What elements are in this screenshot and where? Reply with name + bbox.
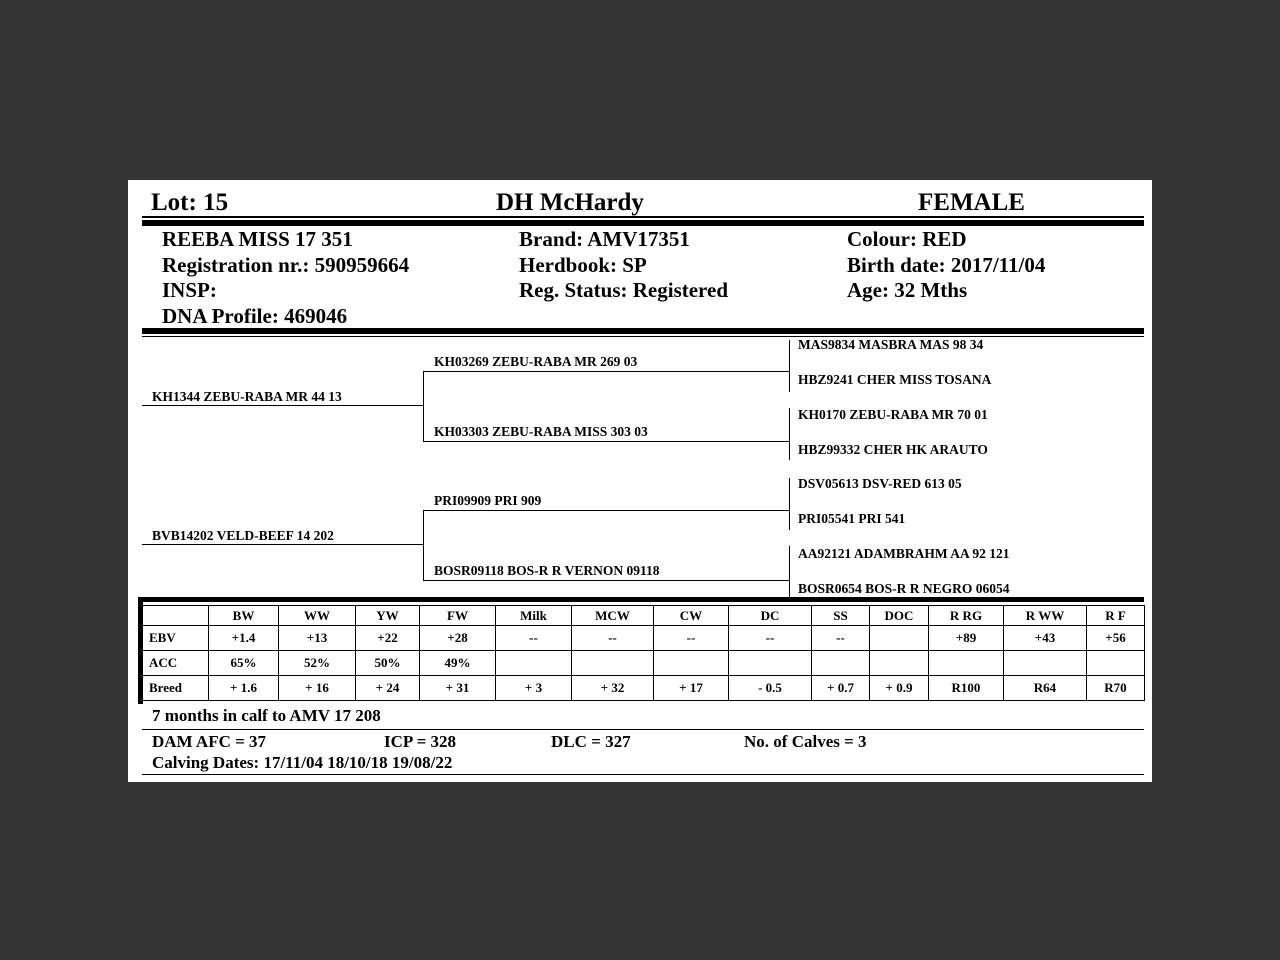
table-cell: -- (729, 626, 812, 651)
sire-sire-line (423, 371, 789, 372)
table-cell: -- (496, 626, 572, 651)
footer-rule (142, 729, 1144, 730)
table-cell: +43 (1004, 626, 1087, 651)
dam-afc: DAM AFC = 37 (152, 732, 267, 751)
table-cell: 65% (209, 651, 279, 676)
ebv-row (143, 626, 1145, 651)
row-label: Breed (143, 676, 209, 701)
calving-dates: Calving Dates: 17/11/04 18/10/18 19/08/22 (152, 753, 453, 772)
table-cell: +1.4 (209, 626, 279, 651)
table-cell: + 16 (279, 676, 356, 701)
table-cell: R64 (1004, 676, 1087, 701)
table-cell: -- (572, 626, 654, 651)
info-rule-thick (142, 328, 1144, 334)
animal-name: REEBA MISS 17 351 (162, 227, 353, 251)
table-cell: + 3 (496, 676, 572, 701)
pedigree-dam-sire: PRI09909 PRI 909 (434, 493, 542, 508)
pedigree-ggp-7: AA92121 ADAMBRAHM AA 92 121 (798, 546, 1010, 561)
pedigree-dam-dam: BOSR09118 BOS-R R VERNON 09118 (434, 563, 660, 578)
acc-row (143, 651, 1145, 676)
calf-note: 7 months in calf to AMV 17 208 (152, 706, 381, 725)
dlc: DLC = 327 (551, 732, 631, 751)
calf-count: No. of Calves = 3 (744, 732, 867, 751)
insp-field: INSP: (162, 278, 217, 302)
header-cell: MCW (572, 606, 654, 626)
table-cell (929, 651, 1004, 676)
dam-line (142, 544, 423, 545)
table-cell: +89 (929, 626, 1004, 651)
table-cell (572, 651, 654, 676)
header-cell: WW (279, 606, 356, 626)
header-cell: YW (356, 606, 420, 626)
ggp-bracket-1 (789, 340, 790, 392)
lot-card (128, 180, 1152, 782)
registration-number: Registration nr.: 590959664 (162, 253, 410, 277)
table-cell: - 0.5 (729, 676, 812, 701)
pedigree-ggp-3: KH0170 ZEBU-RABA MR 70 01 (798, 407, 988, 422)
table-cell (1004, 651, 1087, 676)
pedigree-ggp-1: MAS9834 MASBRA MAS 98 34 (798, 337, 984, 352)
pedigree-ggp-6: PRI05541 PRI 541 (798, 511, 906, 526)
header-rule-thick (142, 220, 1144, 226)
table-cell: +28 (420, 626, 496, 651)
table-cell: 50% (356, 651, 420, 676)
sex-label: FEMALE (918, 189, 1025, 216)
footer-bottom-rule (142, 774, 1144, 775)
table-cell: + 31 (420, 676, 496, 701)
pedigree-ggp-5: DSV05613 DSV-RED 613 05 (798, 476, 962, 491)
ggp-bracket-2 (789, 408, 790, 460)
info-rule-thin (142, 336, 1144, 337)
header-cell: R WW (1004, 606, 1087, 626)
dam-bracket (423, 510, 424, 580)
table-cell: 52% (279, 651, 356, 676)
pedigree-sire-dam: KH03303 ZEBU-RABA MISS 303 03 (434, 424, 648, 439)
table-cell (654, 651, 729, 676)
breeder-name: DH McHardy (496, 189, 644, 216)
header-cell: BW (209, 606, 279, 626)
table-cell: R70 (1087, 676, 1145, 701)
table-cell (1087, 651, 1145, 676)
icp: ICP = 328 (384, 732, 457, 751)
dam-dam-line (423, 580, 789, 581)
ebv-table (142, 605, 1145, 701)
table-cell (870, 626, 929, 651)
ggp-bracket-4 (789, 546, 790, 598)
sire-dam-line (423, 441, 789, 442)
ebv-header-row (143, 606, 1145, 626)
brand: Brand: AMV17351 (519, 227, 690, 251)
header-cell: CW (654, 606, 729, 626)
table-cell (870, 651, 929, 676)
birth-date: Birth date: 2017/11/04 (847, 253, 1046, 277)
pedigree-ggp-4: HBZ99332 CHER HK ARAUTO (798, 442, 988, 457)
table-rule-thick (138, 597, 1144, 602)
herdbook: Herdbook: SP (519, 253, 647, 277)
header-cell (143, 606, 209, 626)
header-cell: R RG (929, 606, 1004, 626)
dam-sire-line (423, 510, 789, 511)
breed-row (143, 676, 1145, 701)
sire-bracket (423, 371, 424, 441)
row-label: EBV (143, 626, 209, 651)
reg-status: Reg. Status: Registered (519, 278, 728, 302)
table-cell: + 1.6 (209, 676, 279, 701)
table-cell (812, 651, 870, 676)
header-cell: FW (420, 606, 496, 626)
pedigree-sire-sire: KH03269 ZEBU-RABA MR 269 03 (434, 354, 638, 369)
table-cell: R100 (929, 676, 1004, 701)
header-cell: Milk (496, 606, 572, 626)
header-rule-thin (142, 216, 1144, 218)
colour: Colour: RED (847, 227, 967, 251)
table-cell: +22 (356, 626, 420, 651)
table-cell: -- (812, 626, 870, 651)
table-cell (729, 651, 812, 676)
header-cell: R F (1087, 606, 1145, 626)
header-cell: SS (812, 606, 870, 626)
table-cell: + 17 (654, 676, 729, 701)
header-cell: DC (729, 606, 812, 626)
table-cell: +13 (279, 626, 356, 651)
table-cell (496, 651, 572, 676)
ggp-bracket-3 (789, 478, 790, 530)
table-cell: 49% (420, 651, 496, 676)
table-cell: +56 (1087, 626, 1145, 651)
table-cell: + 24 (356, 676, 420, 701)
lot-number: Lot: 15 (151, 189, 229, 216)
sire-line (142, 405, 423, 406)
table-cell: + 32 (572, 676, 654, 701)
table-cell: -- (654, 626, 729, 651)
pedigree-sire: KH1344 ZEBU-RABA MR 44 13 (152, 389, 342, 404)
pedigree-dam: BVB14202 VELD-BEEF 14 202 (152, 528, 334, 543)
age: Age: 32 Mths (847, 278, 968, 302)
dna-profile: DNA Profile: 469046 (162, 304, 348, 328)
pedigree-ggp-8: BOSR0654 BOS-R R NEGRO 06054 (798, 581, 1010, 596)
header-cell: DOC (870, 606, 929, 626)
table-cell: + 0.9 (870, 676, 929, 701)
pedigree-ggp-2: HBZ9241 CHER MISS TOSANA (798, 372, 992, 387)
table-cell: + 0.7 (812, 676, 870, 701)
row-label: ACC (143, 651, 209, 676)
